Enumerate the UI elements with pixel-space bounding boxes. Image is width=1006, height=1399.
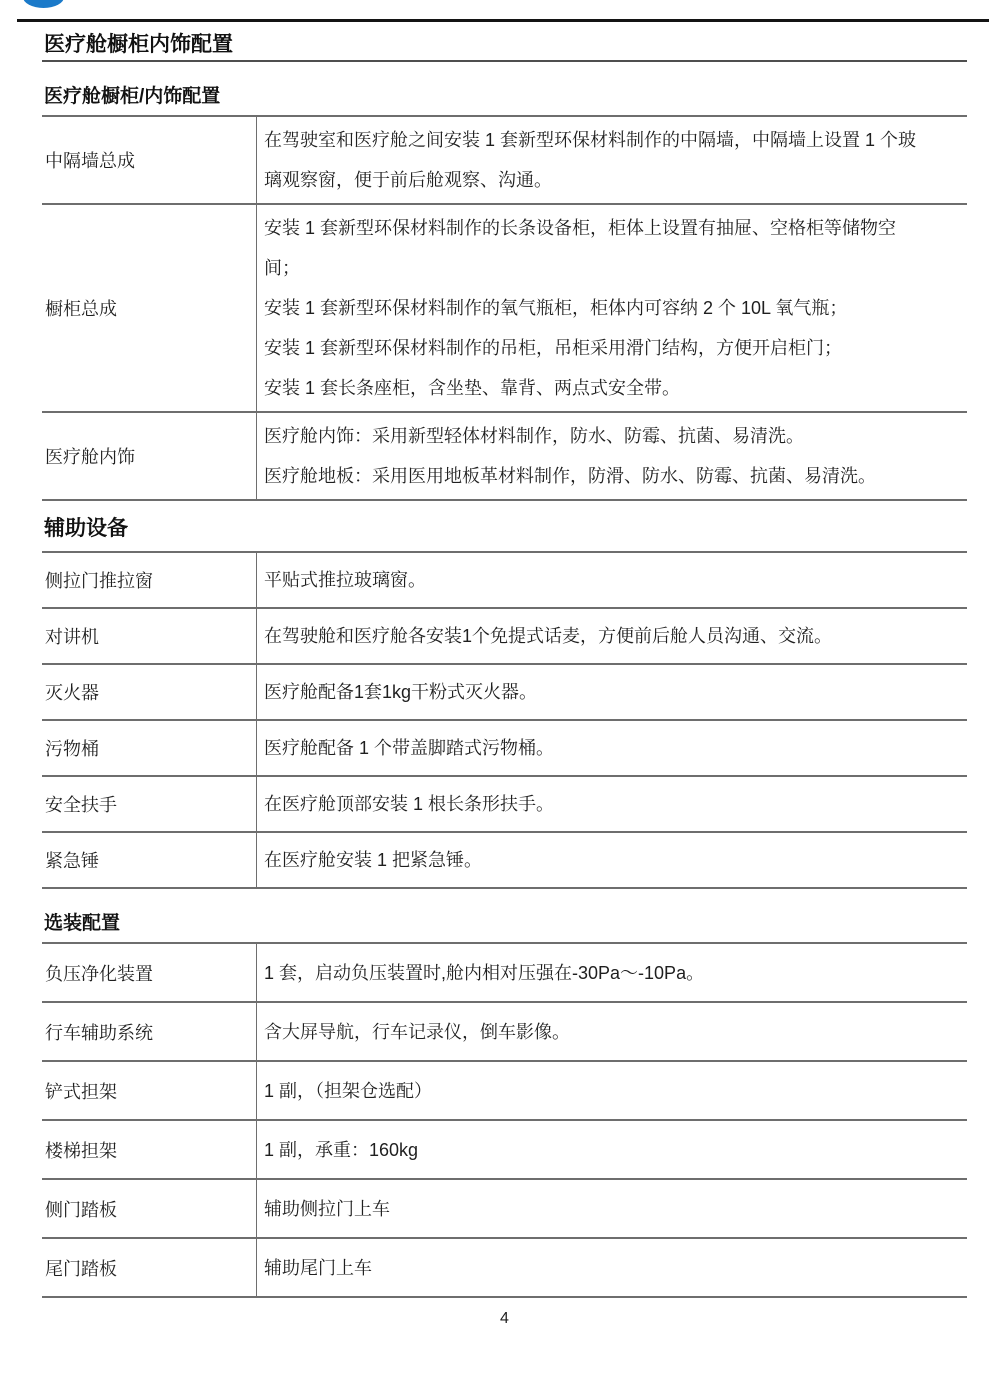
row-label: 中隔墙总成 bbox=[45, 151, 135, 171]
spec-line: 在驾驶室和医疗舱之间安装 1 套新型环保材料制作的中隔墙，中隔墙上设置 1 个玻璃观察窗，便于前后舱观察、沟通。 bbox=[264, 130, 917, 190]
row-label-cell bbox=[42, 665, 257, 719]
row-label: 橱柜总成 bbox=[45, 299, 117, 319]
spec-table bbox=[42, 115, 967, 501]
section-heading: 选装配置 bbox=[44, 913, 121, 934]
row-value-cell bbox=[257, 205, 967, 411]
row-label-cell bbox=[42, 117, 257, 203]
spec-line: 医疗舱配备1套1kg干粉式灭火器。 bbox=[264, 682, 538, 702]
row-label: 灭火器 bbox=[45, 683, 99, 703]
row-label-cell bbox=[42, 1062, 257, 1119]
row-label: 侧门踏板 bbox=[45, 1199, 117, 1220]
table-row bbox=[42, 833, 967, 889]
spec-line: 医疗舱内饰：采用新型轻体材料制作，防水、防霉、抗菌、易清洗。 bbox=[264, 426, 804, 446]
row-value-cell bbox=[257, 1180, 967, 1237]
page-content bbox=[42, 32, 967, 1328]
spec-table bbox=[42, 551, 967, 889]
table-row bbox=[42, 1239, 967, 1298]
spec-line: 在医疗舱安装 1 把紧急锤。 bbox=[264, 850, 483, 870]
sections bbox=[42, 85, 967, 1298]
row-label: 尾门踏板 bbox=[45, 1258, 117, 1279]
table-row bbox=[42, 117, 967, 205]
spec-line: 医疗舱配备 1 个带盖脚踏式污物桶。 bbox=[264, 738, 555, 758]
row-label: 污物桶 bbox=[45, 739, 99, 759]
spec-line: 辅助侧拉门上车 bbox=[264, 1198, 390, 1219]
row-label-cell bbox=[42, 205, 257, 411]
spec-line: 辅助尾门上车 bbox=[264, 1257, 372, 1278]
row-value-cell bbox=[257, 721, 967, 775]
row-label-cell bbox=[42, 1003, 257, 1060]
row-label: 负压净化装置 bbox=[45, 963, 153, 984]
spec-line: 安装 1 套新型环保材料制作的氧气瓶柜，柜体内可容纳 2 个 10L 氧气瓶； bbox=[264, 298, 848, 318]
row-value-cell bbox=[257, 1239, 967, 1296]
spec-line: 在驾驶舱和医疗舱各安装1个免提式话麦，方便前后舱人员沟通、交流。 bbox=[264, 626, 833, 646]
row-label: 医疗舱内饰 bbox=[45, 447, 135, 467]
row-label-cell bbox=[42, 553, 257, 607]
row-label: 铲式担架 bbox=[45, 1081, 117, 1102]
row-value-cell bbox=[257, 944, 967, 1001]
spec-line: 在医疗舱顶部安装 1 根长条形扶手。 bbox=[264, 794, 555, 814]
row-label-cell bbox=[42, 413, 257, 499]
row-value-cell bbox=[257, 609, 967, 663]
row-label: 侧拉门推拉窗 bbox=[45, 571, 153, 591]
table-row bbox=[42, 1062, 967, 1121]
spec-line: 安装 1 套长条座柜，含坐垫、靠背、两点式安全带。 bbox=[264, 378, 681, 398]
spec-line: 安装 1 套新型环保材料制作的吊柜，吊柜采用滑门结构，方便开启柜门； bbox=[264, 338, 843, 358]
table-row bbox=[42, 413, 967, 501]
row-value-cell bbox=[257, 117, 967, 203]
row-label-cell bbox=[42, 1239, 257, 1296]
row-label-cell bbox=[42, 721, 257, 775]
table-row bbox=[42, 1003, 967, 1062]
page-number: 4 bbox=[500, 1310, 509, 1327]
row-label-cell bbox=[42, 777, 257, 831]
table-row bbox=[42, 1121, 967, 1180]
row-value-cell bbox=[257, 665, 967, 719]
row-label-cell bbox=[42, 1180, 257, 1237]
table-row bbox=[42, 777, 967, 833]
row-value-cell bbox=[257, 553, 967, 607]
table-row bbox=[42, 553, 967, 609]
row-label-cell bbox=[42, 1121, 257, 1178]
company-logo-arc-icon bbox=[23, 0, 64, 8]
spec-line: 安装 1 套新型环保材料制作的长条设备柜，柜体上设置有抽屉、空格柜等储物空间； bbox=[264, 218, 897, 278]
title-underline bbox=[42, 60, 967, 62]
section-heading: 辅助设备 bbox=[44, 517, 128, 540]
row-label: 行车辅助系统 bbox=[45, 1022, 153, 1043]
row-value-cell bbox=[257, 1121, 967, 1178]
table-row bbox=[42, 944, 967, 1003]
section bbox=[42, 516, 967, 889]
row-value-cell bbox=[257, 833, 967, 887]
row-label: 紧急锤 bbox=[45, 851, 99, 871]
table-row bbox=[42, 1180, 967, 1239]
row-value-cell bbox=[257, 1062, 967, 1119]
section bbox=[42, 85, 967, 501]
spec-line: 1 副，（担架仓选配） bbox=[264, 1080, 433, 1101]
table-row bbox=[42, 665, 967, 721]
page-title: 医疗舱橱柜内饰配置 bbox=[44, 33, 233, 56]
row-label-cell bbox=[42, 833, 257, 887]
table-row bbox=[42, 205, 967, 413]
spec-table bbox=[42, 942, 967, 1298]
section bbox=[42, 912, 967, 1298]
spec-line: 1 套，启动负压装置时,舱内相对压强在-30Pa～-10Pa。 bbox=[264, 962, 705, 983]
spec-line: 医疗舱地板：采用医用地板革材料制作，防滑、防水、防霉、抗菌、易清洗。 bbox=[264, 466, 876, 486]
row-value-cell bbox=[257, 413, 967, 499]
row-label: 安全扶手 bbox=[45, 795, 117, 815]
row-label: 楼梯担架 bbox=[45, 1140, 117, 1161]
table-row bbox=[42, 721, 967, 777]
row-label: 对讲机 bbox=[45, 627, 99, 647]
section-heading: 医疗舱橱柜/内饰配置 bbox=[44, 86, 221, 107]
header-rule bbox=[17, 19, 989, 22]
row-value-cell bbox=[257, 1003, 967, 1060]
row-value-cell bbox=[257, 777, 967, 831]
row-label-cell bbox=[42, 609, 257, 663]
table-row bbox=[42, 609, 967, 665]
spec-line: 1 副，承重：160kg bbox=[264, 1139, 419, 1160]
spec-line: 平贴式推拉玻璃窗。 bbox=[264, 570, 426, 590]
row-label-cell bbox=[42, 944, 257, 1001]
spec-line: 含大屏导航，行车记录仪，倒车影像。 bbox=[264, 1021, 570, 1042]
